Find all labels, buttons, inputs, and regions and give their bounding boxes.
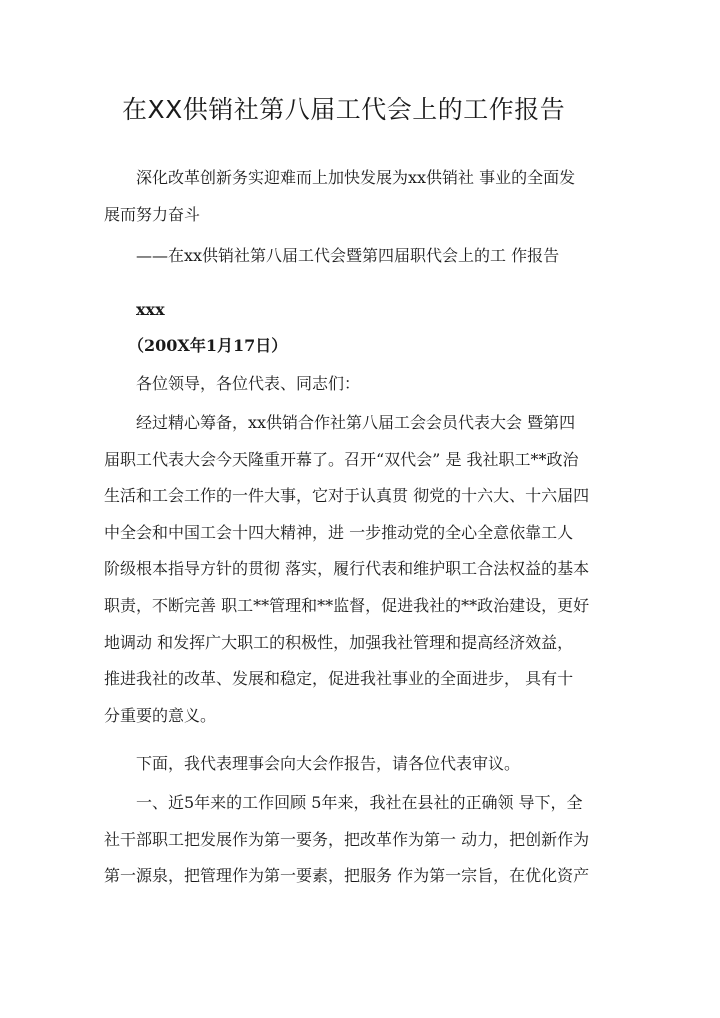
author (104, 292, 610, 329)
subtitle-line: 展而努力奋斗 (104, 204, 201, 224)
report-date-text: （200X年1月17日） (104, 336, 288, 355)
subtitle-secondary (104, 238, 610, 275)
paragraph-transition (104, 746, 610, 783)
paragraph-line: 下面，我代表理事会向大会作报告，请各位代表审议。 (104, 754, 521, 773)
author-name: xxx (104, 300, 165, 319)
subtitle (104, 160, 610, 233)
paragraph-opening (104, 405, 610, 734)
paragraph-line: 经过精心筹备，xx供销合作社第八届工会会员代表大会 暨第四 (104, 413, 576, 432)
document-title: 在XX供销社第八届工代会上的工作报告 (122, 95, 566, 124)
salutation (104, 366, 610, 403)
paragraph-review (104, 785, 610, 895)
report-date (104, 328, 610, 365)
paragraph-line: 推进我社的改革、发展和稳定，促进我社事业的全面进步， 具有十 (104, 669, 574, 689)
paragraph-line: 生活和工会工作的一件大事，它对于认真贯 彻党的十六大、十六届四 (104, 486, 590, 506)
paragraph-line: 届职工代表大会今天隆重开幕了。召开“双代会” 是 我社职工**政治 (104, 449, 579, 469)
salutation-text: 各位领导，各位代表、同志们： (104, 374, 361, 393)
paragraph-line: 中全会和中国工会十四大精神，进 一步推动党的全心全意依靠工人 (104, 522, 574, 542)
paragraph-line: 阶级根本指导方针的贯彻 落实，履行代表和维护职工合法权益的基本 (104, 559, 590, 579)
subtitle-line: 深化改革创新务实迎难而上加快发展为xx供销社 事业的全面发 (104, 168, 576, 187)
paragraph-line: 一、近5年来的工作回顾 5年来，我社在县社的正确领 导下，全 (104, 793, 583, 812)
paragraph-line: 社干部职工把发展作为第一要务，把改革作为第一 动力，把创新作为 (104, 829, 590, 849)
paragraph-line: 分重要的意义。 (104, 705, 217, 725)
paragraph-line: 职责，不断完善 职工**管理和**监督，促进我社的**政治建设，更好 (104, 595, 590, 615)
paragraph-line: 第一源泉，把管理作为第一要素，把服务 作为第一宗旨，在优化资产 (104, 866, 590, 886)
subtitle-secondary-line: ——在xx供销社第八届工代会暨第四届职代会上的工 作报告 (104, 246, 560, 265)
paragraph-line: 地调动 和发挥广大职工的积极性，加强我社管理和提高经济效益， (104, 632, 574, 652)
